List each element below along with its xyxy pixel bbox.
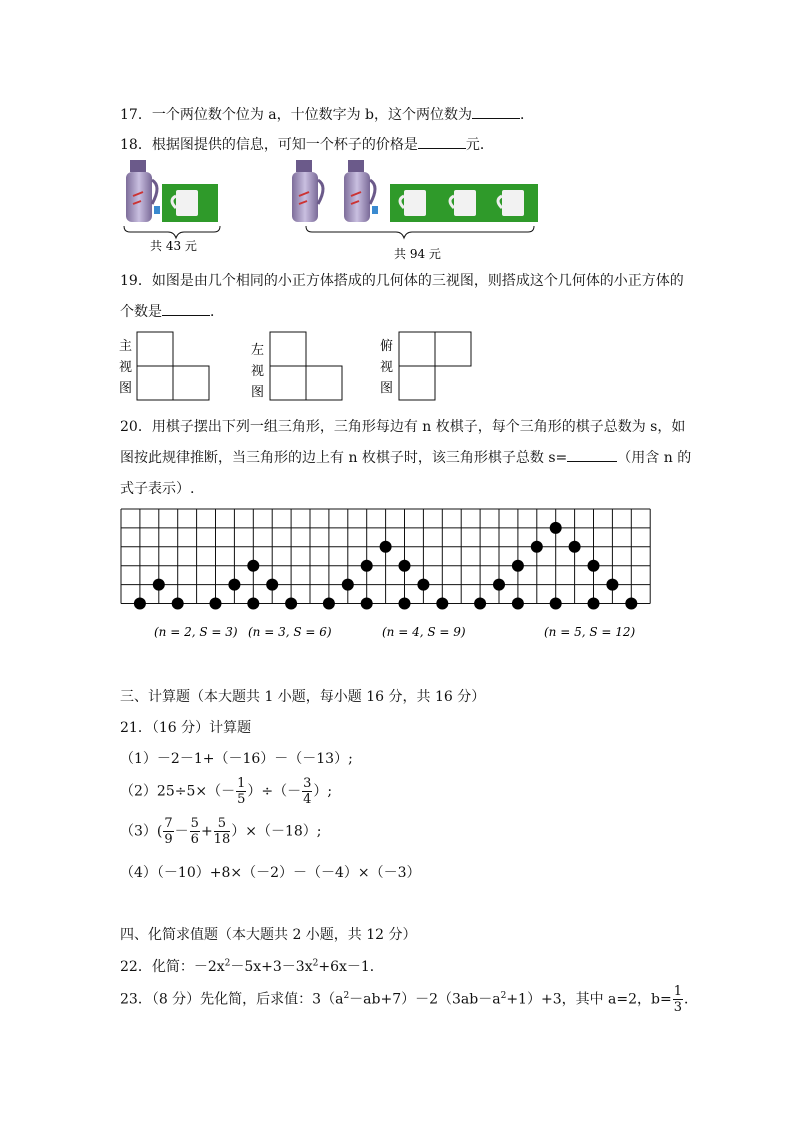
chess-piece	[569, 541, 581, 553]
caption-n5: (n = 5, S = 12)	[544, 625, 636, 639]
svg-text:视: 视	[251, 364, 265, 379]
svg-text:左: 左	[251, 343, 265, 358]
question-20-line1: 20．用棋子摆出下列一组三角形，三角形每边有 n 枚棋子，每个三角形的棋子总数为 s，如	[120, 419, 686, 435]
chess-piece	[493, 579, 505, 591]
chess-piece	[247, 598, 259, 610]
svg-text:图: 图	[119, 381, 133, 396]
chess-piece	[436, 598, 448, 610]
chess-piece	[210, 598, 222, 610]
caption-n2: (n = 2, S = 3)	[154, 625, 238, 639]
question-21: 21．（16 分）计算题	[120, 720, 252, 736]
chess-piece	[380, 541, 392, 553]
chess-piece	[625, 598, 637, 610]
grid	[121, 509, 650, 604]
question-20-line3: 式子表示）.	[120, 481, 195, 497]
svg-text:主: 主	[119, 339, 133, 354]
question-19-line1: 19．如图是由几个相同的小正方体搭成的几何体的三视图，则搭成这个几何体的小正方体的	[120, 273, 684, 289]
chess-piece	[512, 598, 524, 610]
svg-text:图: 图	[380, 381, 394, 396]
chess-piece	[342, 579, 354, 591]
chess-piece	[172, 598, 184, 610]
chess-piece	[399, 560, 411, 572]
fraction: $\frac{1}{5}$	[237, 776, 246, 807]
cup-icon	[162, 184, 218, 222]
svg-text:视: 视	[119, 360, 133, 375]
left-view	[270, 332, 342, 400]
svg-text:视: 视	[380, 360, 394, 375]
top-view	[399, 332, 471, 400]
thermos-icon	[344, 160, 378, 222]
answer-blank	[418, 136, 466, 149]
front-view	[137, 332, 209, 400]
chess-piece	[550, 598, 562, 610]
q21-part2: （2）25÷5×（－ $\frac{1}{5}$ ）÷（－ $\frac{3}{4}$ ）;	[120, 776, 333, 807]
section-4-title: 四、化简求值题（本大题共 2 小题，共 12 分）	[120, 927, 417, 943]
q21-part4: （4）（－10）+8×（－2）－（－4）×（－3）	[120, 865, 421, 881]
question-19-line2: 个数是 ．	[120, 304, 224, 320]
q21-part1: （1）－2－1+（－16）－（－13）;	[120, 751, 353, 767]
chess-piece	[247, 560, 259, 572]
fraction: $\frac{7}{9}$	[164, 816, 173, 847]
chess-piece	[417, 579, 429, 591]
svg-text:图: 图	[251, 385, 265, 400]
question-18: 18．根据图提供的信息，可知一个杯子的价格是 元．	[120, 137, 494, 153]
caption-n3: (n = 3, S = 6)	[248, 625, 332, 639]
svg-text:俯: 俯	[380, 339, 394, 354]
chess-piece	[361, 560, 373, 572]
thermos-icon	[126, 160, 160, 222]
chess-piece	[588, 560, 600, 572]
chess-piece	[285, 598, 297, 610]
label-43: 共 43 元	[150, 239, 197, 253]
question-23: 23．（8 分）先化简，后求值：$3(a^2-ab+7)-2(3ab-a^2+1)+3$，其中 a=2，b= $\frac{1}{3}$ ．	[120, 984, 699, 1015]
chess-piece	[153, 579, 165, 591]
chess-piece	[399, 598, 411, 610]
figure-thermos-cups	[118, 158, 558, 264]
chess-triangles-figure	[120, 508, 654, 644]
fraction: $\frac{3}{4}$	[303, 776, 312, 807]
chess-piece	[474, 598, 486, 610]
answer-blank	[567, 449, 617, 462]
section-3-title: 三、计算题（本大题共 1 小题，每小题 16 分，共 16 分）	[120, 689, 486, 705]
thermos-icon	[292, 160, 323, 222]
cup-icon	[390, 184, 538, 222]
fraction: $\frac{5}{6}$	[190, 816, 199, 847]
chess-piece	[266, 579, 278, 591]
q21-part3: （3）( $\frac{7}{9}$ － $\frac{5}{6}$ + $\frac{5}{18}$ ）×（－18）;	[120, 816, 322, 847]
chess-piece	[361, 598, 373, 610]
three-views-figure	[116, 330, 486, 402]
chess-piece	[512, 560, 524, 572]
question-20-line2: 图按此规律推断，当三角形的边上有 n 枚棋子时，该三角形棋子总数 s= （用含 n 的	[120, 450, 692, 466]
answer-blank	[472, 106, 520, 119]
question-17: 17．一个两位数个位为 a，十位数字为 b，这个两位数为 ．	[120, 107, 535, 123]
chess-piece	[228, 579, 240, 591]
chess-piece	[134, 598, 146, 610]
chess-piece	[323, 598, 335, 610]
fraction: $\frac{1}{3}$	[673, 984, 683, 1015]
question-22: 22．化简：$-2x^2-5x+3-3x^2+6x-1$．	[120, 958, 384, 975]
label-94: 共 94 元	[394, 247, 441, 261]
chess-piece	[550, 522, 562, 534]
chess-piece	[606, 579, 618, 591]
chess-piece	[588, 598, 600, 610]
answer-blank	[162, 303, 210, 316]
chess-piece	[531, 541, 543, 553]
fraction: $\frac{5}{18}$	[213, 816, 231, 847]
caption-n4: (n = 4, S = 9)	[382, 625, 466, 639]
